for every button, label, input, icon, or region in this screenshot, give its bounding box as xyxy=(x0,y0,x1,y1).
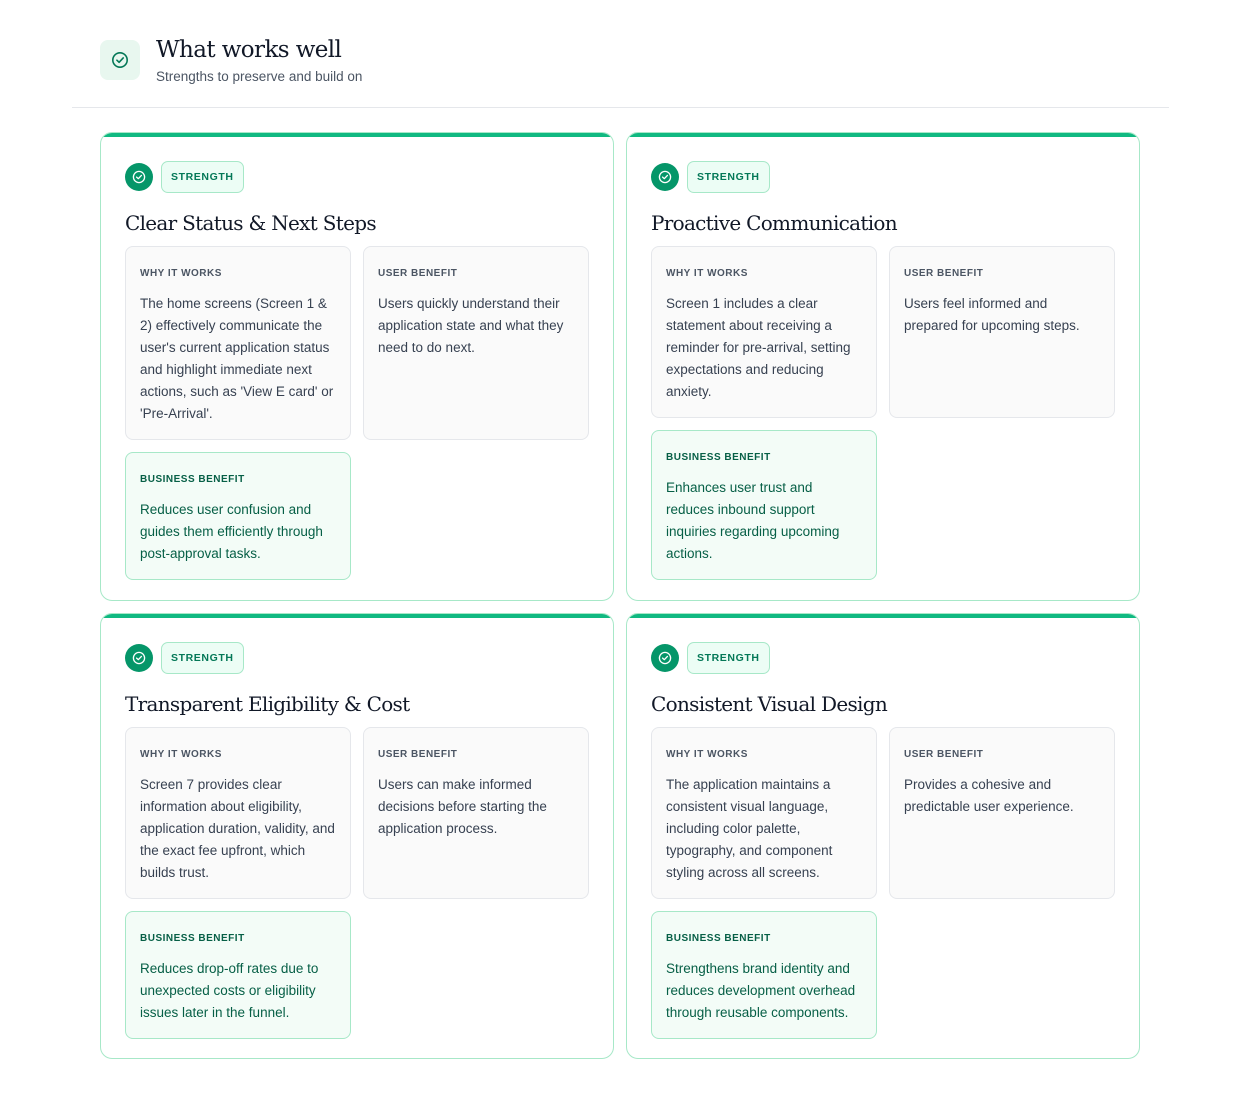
why-it-works-panel xyxy=(651,727,877,899)
section-header xyxy=(100,36,362,84)
panel-label: WHY IT WORKS xyxy=(140,749,222,760)
card-title: Proactive Communication xyxy=(651,211,897,235)
panel-text: Screen 7 provides clear information about eligibility, application duration, validity, and the exact fee upfront, which builds trust. xyxy=(140,777,335,880)
panel-label: WHY IT WORKS xyxy=(666,268,748,279)
page-subtitle: Strengths to preserve and build on xyxy=(156,69,363,84)
why-it-works-panel xyxy=(125,727,351,899)
strength-badge: STRENGTH xyxy=(687,642,770,674)
business-benefit-panel xyxy=(125,452,351,580)
panel-label: BUSINESS BENEFIT xyxy=(140,933,245,944)
panel-text: Reduces drop-off rates due to unexpected costs or eligibility issues later in the funnel. xyxy=(140,961,319,1020)
panel-text: The application maintains a consistent visual language, including color palette, typography, and component styling across all screens. xyxy=(666,777,833,880)
panel-label: USER BENEFIT xyxy=(378,749,458,760)
check-circle-icon xyxy=(125,644,153,672)
business-benefit-panel xyxy=(651,911,877,1039)
card-title: Consistent Visual Design xyxy=(651,692,888,716)
card-title: Clear Status & Next Steps xyxy=(125,211,376,235)
user-benefit-panel xyxy=(889,727,1115,899)
why-it-works-panel xyxy=(651,246,877,418)
panel-text: Provides a cohesive and predictable user experience. xyxy=(904,777,1074,814)
panel-label: BUSINESS BENEFIT xyxy=(666,933,771,944)
check-circle-icon xyxy=(100,40,140,80)
strengths-grid xyxy=(100,132,1140,1059)
panel-label: USER BENEFIT xyxy=(378,268,458,279)
strength-card xyxy=(100,132,614,601)
page-title: What works well xyxy=(156,37,342,63)
panel-label: BUSINESS BENEFIT xyxy=(666,452,771,463)
strength-badge: STRENGTH xyxy=(687,161,770,193)
strength-card xyxy=(626,613,1140,1059)
user-benefit-panel xyxy=(363,727,589,899)
panel-text: Strengthens brand identity and reduces development overhead through reusable components. xyxy=(666,961,856,1020)
panel-text: Enhances user trust and reduces inbound support inquiries regarding upcoming actions. xyxy=(666,480,840,561)
panel-label: USER BENEFIT xyxy=(904,268,984,279)
panel-label: WHY IT WORKS xyxy=(666,749,748,760)
user-benefit-panel xyxy=(363,246,589,440)
business-benefit-panel xyxy=(651,430,877,580)
business-benefit-panel xyxy=(125,911,351,1039)
panel-label: USER BENEFIT xyxy=(904,749,984,760)
strength-badge: STRENGTH xyxy=(161,642,244,674)
panel-label: WHY IT WORKS xyxy=(140,268,222,279)
header-divider xyxy=(72,107,1169,108)
panel-text: The home screens (Screen 1 & 2) effectively communicate the user's current application status and highlight immediate next actions, such as 'View E card' or 'Pre-Arrival'. xyxy=(140,296,334,421)
strength-card xyxy=(100,613,614,1059)
strength-card xyxy=(626,132,1140,601)
strength-badge: STRENGTH xyxy=(161,161,244,193)
panel-text: Users can make informed decisions before starting the application process. xyxy=(378,777,547,836)
panel-text: Users quickly understand their application state and what they need to do next. xyxy=(378,296,564,355)
user-benefit-panel xyxy=(889,246,1115,418)
check-circle-icon xyxy=(651,163,679,191)
panel-text: Users feel informed and prepared for upcoming steps. xyxy=(904,296,1080,333)
panel-text: Reduces user confusion and guides them efficiently through post-approval tasks. xyxy=(140,502,323,561)
card-title: Transparent Eligibility & Cost xyxy=(125,692,410,716)
panel-text: Screen 1 includes a clear statement about receiving a reminder for pre-arrival, setting expectations and reducing anxiety. xyxy=(666,296,851,399)
why-it-works-panel xyxy=(125,246,351,440)
panel-label: BUSINESS BENEFIT xyxy=(140,474,245,485)
check-circle-icon xyxy=(125,163,153,191)
check-circle-icon xyxy=(651,644,679,672)
